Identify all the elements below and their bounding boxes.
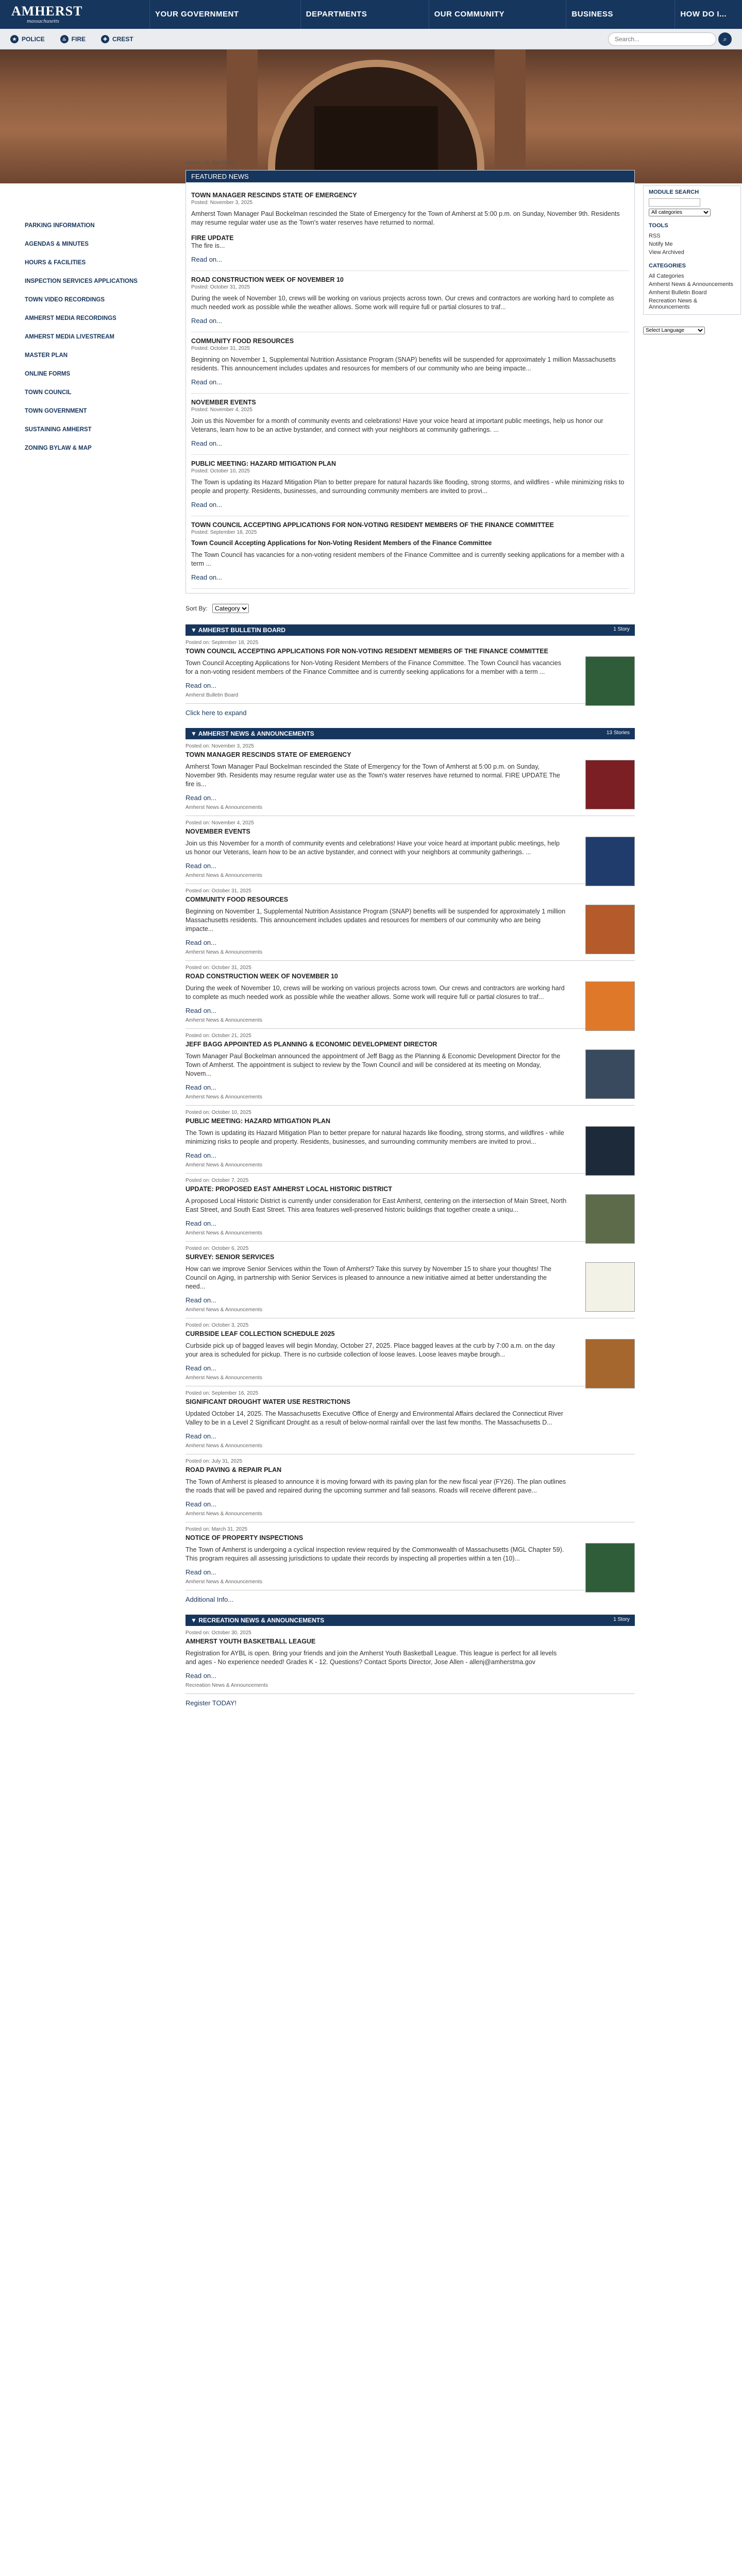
read-on-link[interactable]: Read on... (185, 1568, 216, 1576)
search-icon[interactable]: ⌕ (718, 32, 732, 46)
read-on-link[interactable]: Read on... (191, 317, 222, 325)
category-link[interactable]: All Categories (649, 273, 684, 279)
news-item-body: How can we improve Senior Services within the Town of Amherst? Take this survey by November 15 to share your thoughts! The Council on Aging, in partnership with Senior Services is pleased to announce a new initiative aimed at better understanding the need... (185, 1265, 552, 1290)
sidebar-item[interactable]: AMHERST MEDIA LIVESTREAM (25, 334, 114, 340)
category-link[interactable]: Recreation News & Announcements (649, 298, 698, 310)
flame-icon: ♨ (60, 35, 69, 43)
news-thumbnail-image[interactable] (585, 837, 635, 886)
read-on-link[interactable]: Read on... (185, 1672, 216, 1680)
sidebar-item[interactable]: TOWN COUNCIL (25, 389, 72, 396)
sidebar-item[interactable]: MASTER PLAN (25, 352, 68, 359)
read-on-link[interactable]: Read on... (185, 1007, 216, 1014)
news-item (185, 1454, 635, 1522)
search-input[interactable] (608, 32, 716, 46)
featured-news-title: FEATURED NEWS (186, 171, 634, 182)
section-header[interactable] (185, 624, 635, 636)
news-thumbnail-image[interactable] (585, 1126, 635, 1176)
news-item (185, 816, 635, 884)
news-item-body: Registration for AYBL is open. Bring your friends and join the Amherst Youth Basketball League. This league is perfect for all levels and ages - No experience needed! Grades K - 12. Questions? Contact Sports Director, Jose Allen - allenj@amherstma.gov (185, 1650, 557, 1666)
news-item-body: Join us this November for a month of community events and celebrations! Have your voice heard at important public meetings, help us honor our Veterans, learn how to be an active bystander, and connect with your neighbors at community gatherings. ... (185, 840, 560, 856)
featured-item-title[interactable]: COMMUNITY FOOD RESOURCES (191, 337, 294, 345)
news-item-title[interactable]: TOWN COUNCIL ACCEPTING APPLICATIONS FOR NON-VOTING RESIDENT MEMBERS OF THE FINANCE COMMITTEE (185, 648, 548, 655)
logo-tagline: massachusetts (27, 18, 59, 24)
featured-item-body: Join us this November for a month of community events and celebrations! Have your voice heard at important public meetings, help us honor our Veterans, learn how to be an active bystander, and connect with your neighbors at community gatherings. ... (191, 417, 603, 433)
nav-how-do-i[interactable]: HOW DO I... (674, 0, 732, 29)
sidebar-item[interactable]: AMHERST MEDIA RECORDINGS (25, 315, 116, 321)
news-item-body: The Town of Amherst is pleased to announce it is moving forward with its paving plan for the new fiscal year (FY26). The plan outlines the roads that will be paved and repaired during the upcoming summer and fall seasons. Roads will receive different pave... (185, 1478, 566, 1494)
news-thumbnail-image[interactable] (585, 981, 635, 1031)
featured-item (191, 332, 629, 394)
nav-our-community[interactable]: OUR COMMUNITY (429, 0, 510, 29)
featured-item (191, 516, 629, 589)
section-footer-link[interactable]: Register TODAY! (185, 1699, 237, 1707)
news-item-body: Amherst Town Manager Paul Bockelman rescinded the State of Emergency for the Town of Amherst at 5:00 p.m. on Sunday, November 9th. Residents may resume regular water use as the Town's water reserves have returned to normal. FIRE UPDATE The fire is... (185, 763, 561, 788)
news-item-category[interactable]: Amherst News & Announcements (185, 805, 262, 810)
news-item-body: Beginning on November 1, Supplemental Nutrition Assistance Program (SNAP) benefits will be suspended for approximately 1 million Massachusetts residents. This announcement includes updates and resources for members of our community who are being impacte... (185, 908, 566, 933)
read-on-link[interactable]: Read on... (191, 378, 222, 386)
read-on-link[interactable]: Read on... (185, 1219, 216, 1227)
news-item-title[interactable]: UPDATE: PROPOSED EAST AMHERST LOCAL HISTORIC DISTRICT (185, 1185, 392, 1193)
module-search-title: MODULE SEARCH (649, 189, 699, 195)
read-on-link[interactable]: Read on... (191, 501, 222, 509)
news-item-date: Posted on: November 3, 2025 (185, 743, 254, 749)
featured-item-title[interactable]: TOWN MANAGER RESCINDS STATE OF EMERGENCY (191, 192, 357, 199)
sort-label: Sort By: (185, 605, 208, 612)
news-item-body: The Town of Amherst is undergoing a cyclical inspection review required by the Commonwealth of Massachusetts (MGL Chapter 59). This program requires all assessing jurisdictions to update their records by inspecting all properties within a ten (10)... (185, 1546, 564, 1562)
crest-link[interactable] (101, 35, 133, 43)
featured-item-body: The Town is updating its Hazard Mitigation Plan to better prepare for natural hazards like flooding, strong storms, and wildfires - while minimizing risks to people and property. Residents, businesses, and surrounding community members are invited to provi... (191, 479, 625, 495)
sidebar-item[interactable]: INSPECTION SERVICES APPLICATIONS (25, 278, 138, 284)
news-item (185, 1318, 635, 1386)
section-footer-link[interactable]: Click here to expand (185, 709, 247, 717)
news-item-title[interactable]: PUBLIC MEETING: HAZARD MITIGATION PLAN (185, 1117, 330, 1125)
news-item-title[interactable]: NOVEMBER EVENTS (185, 828, 250, 835)
police-label: POLICE (22, 35, 45, 43)
news-item-title[interactable]: ROAD CONSTRUCTION WEEK OF NOVEMBER 10 (185, 973, 338, 980)
news-item-category[interactable]: Amherst News & Announcements (185, 1094, 262, 1100)
nav-departments[interactable]: DEPARTMENTS (300, 0, 373, 29)
police-link[interactable] (10, 35, 45, 43)
featured-item-date: Posted: October 31, 2025 (191, 346, 250, 351)
featured-item (191, 455, 629, 516)
featured-news-box (185, 170, 635, 594)
featured-item-body: Amherst Town Manager Paul Bockelman rescinded the State of Emergency for the Town of Amherst at 5:00 p.m. on Sunday, November 9th. Residents may resume regular water use as the Town's water reserves have returned to normal. (191, 210, 620, 226)
news-item-date: Posted on: October 3, 2025 (185, 1323, 249, 1328)
read-on-link[interactable]: Read on... (191, 256, 222, 263)
news-item-date: Posted on: October 31, 2025 (185, 965, 251, 971)
breadcrumb[interactable]: Home › In the News (185, 160, 236, 166)
news-thumbnail-image[interactable] (585, 1339, 635, 1388)
news-item (185, 1626, 635, 1694)
site-search (608, 32, 732, 46)
translate-select[interactable] (643, 327, 705, 334)
featured-item-body: The Town Council has vacancies for a non-voting resident members of the Finance Committee and is currently seeking applications for a member with a term ... (191, 551, 625, 567)
read-on-link[interactable]: Read on... (185, 1296, 216, 1304)
news-item-date: Posted on: July 31, 2025 (185, 1459, 243, 1464)
featured-item (191, 271, 629, 332)
featured-item-date: Posted: November 4, 2025 (191, 407, 252, 413)
news-item (185, 884, 635, 961)
section-title: ▼ AMHERST BULLETIN BOARD (191, 626, 286, 634)
featured-item-date: Posted: September 18, 2025 (191, 530, 257, 535)
read-on-link[interactable]: Read on... (185, 1151, 216, 1159)
featured-item-body: During the week of November 10, crews will be working on various projects across town. Our crews and contractors are working hard to complete as much needed work as possible while the weather allows. Some work will require full or partial closures to traf... (191, 295, 614, 311)
featured-item-subheading: FIRE UPDATE (191, 234, 234, 242)
news-item-body: During the week of November 10, crews will be working on various projects across town. Our crews and contractors are working hard to complete as much needed work as possible while the weather allows. Some work will require full or partial closures to traf... (185, 985, 565, 1001)
news-item-title[interactable]: SURVEY: SENIOR SERVICES (185, 1253, 275, 1261)
read-on-link[interactable]: Read on... (185, 1083, 216, 1091)
sidebar-item[interactable]: ONLINE FORMS (25, 371, 71, 377)
news-thumbnail-image[interactable] (585, 1194, 635, 1244)
right-column (643, 185, 741, 334)
news-thumbnail-image[interactable] (585, 905, 635, 954)
sidebar-item[interactable]: TOWN GOVERNMENT (25, 408, 87, 414)
section-header[interactable] (185, 728, 635, 739)
sidebar-item[interactable]: TOWN VIDEO RECORDINGS (25, 297, 105, 303)
top-navigation-bar (0, 0, 742, 29)
news-item-title[interactable]: SIGNIFICANT DROUGHT WATER USE RESTRICTIONS (185, 1398, 350, 1405)
news-item-category[interactable]: Amherst News & Announcements (185, 1307, 262, 1313)
main-nav (149, 0, 742, 29)
news-item-body: Curbside pick up of bagged leaves will begin Monday, October 27, 2025. Place bagged leaves at the curb by 7:00 a.m. on the day your area is scheduled for pickup. There is no curbside collection of loose leaves. Loose leaves maybe brough... (185, 1342, 555, 1358)
sidebar-item[interactable]: AGENDAS & MINUTES (25, 241, 89, 247)
news-item-date: Posted on: October 10, 2025 (185, 1110, 251, 1115)
section-title: ▼ AMHERST NEWS & ANNOUNCEMENTS (191, 730, 314, 737)
news-item-title[interactable]: JEFF BAGG APPOINTED AS PLANNING & ECONOMIC DEVELOPMENT DIRECTOR (185, 1041, 437, 1048)
read-on-link[interactable]: Read on... (185, 1500, 216, 1508)
read-on-link[interactable]: Read on... (185, 1364, 216, 1372)
section-title: ▼ RECREATION NEWS & ANNOUNCEMENTS (191, 1617, 325, 1624)
sort-select[interactable] (212, 604, 249, 613)
categories-title: CATEGORIES (649, 263, 686, 269)
news-item-date: Posted on: September 18, 2025 (185, 640, 259, 646)
badge-icon: ★ (10, 35, 19, 43)
category-select[interactable] (649, 209, 711, 216)
featured-item-title[interactable]: ROAD CONSTRUCTION WEEK OF NOVEMBER 10 (191, 276, 344, 283)
featured-item-title[interactable]: TOWN COUNCIL ACCEPTING APPLICATIONS FOR NON-VOTING RESIDENT MEMBERS OF THE FINANCE COMMITTEE (191, 521, 554, 529)
news-item-category[interactable]: Amherst News & Announcements (185, 1162, 262, 1168)
news-item-body: The Town is updating its Hazard Mitigation Plan to better prepare for natural hazards like flooding, strong storms, and wildfires - while minimizing risks to people and property. Residents, businesses, and surrounding community members are invited to provi... (185, 1129, 564, 1145)
read-on-link[interactable]: Read on... (185, 682, 216, 689)
news-item (185, 1386, 635, 1454)
section-header[interactable] (185, 1615, 635, 1626)
news-item-title[interactable]: ROAD PAVING & REPAIR PLAN (185, 1466, 282, 1473)
section-count: 1 Story (613, 1617, 630, 1622)
news-item-date: Posted on: October 7, 2025 (185, 1178, 249, 1183)
news-item-category[interactable]: Amherst News & Announcements (185, 873, 262, 878)
section-footer-link[interactable]: Additional Info... (185, 1596, 234, 1603)
news-item-date: Posted on: September 16, 2025 (185, 1391, 259, 1396)
crest-icon: ✚ (101, 35, 109, 43)
news-thumbnail-image[interactable] (585, 760, 635, 809)
news-item (185, 636, 635, 704)
fire-link[interactable] (60, 35, 86, 43)
news-item (185, 1106, 635, 1174)
featured-item (191, 394, 629, 455)
read-on-link[interactable]: Read on... (185, 862, 216, 870)
news-item-category[interactable]: Amherst News & Announcements (185, 1511, 262, 1517)
news-item-category[interactable]: Amherst News & Announcements (185, 1230, 262, 1236)
nav-business[interactable]: BUSINESS (566, 0, 618, 29)
featured-item (191, 187, 629, 271)
news-item-category[interactable]: Amherst News & Announcements (185, 1375, 262, 1381)
news-item-category[interactable]: Amherst News & Announcements (185, 1443, 262, 1449)
sidebar-nav (0, 216, 170, 457)
news-item-category[interactable]: Amherst News & Announcements (185, 1579, 262, 1585)
news-item-date: Posted on: October 21, 2025 (185, 1033, 251, 1039)
news-thumbnail-image[interactable] (585, 1049, 635, 1099)
notify-me-link[interactable]: Notify Me (649, 241, 673, 247)
news-item-date: Posted on: November 4, 2025 (185, 820, 254, 826)
featured-item-title[interactable]: NOVEMBER EVENTS (191, 399, 256, 406)
news-item (185, 1174, 635, 1242)
news-thumbnail-image[interactable] (585, 1262, 635, 1312)
news-item-body: Updated October 14, 2025. The Massachusetts Executive Office of Energy and Environmental Affairs declared the Connecticut River Valley to be in a Level 2 Significant Drought as a result of below-normal rainfall over the last few months. The Massachusetts D... (185, 1410, 564, 1426)
fire-label: FIRE (71, 35, 86, 43)
sidebar-item[interactable]: SUSTAINING AMHERST (25, 427, 92, 433)
featured-item-body: Beginning on November 1, Supplemental Nutrition Assistance Program (SNAP) benefits will be suspended for approximately 1 million Massachusetts residents. This announcement includes updates and resources for members of our community who are being impacte... (191, 356, 616, 372)
news-item-title[interactable]: NOTICE OF PROPERTY INSPECTIONS (185, 1534, 303, 1541)
main-content (185, 160, 635, 1707)
featured-item-title[interactable]: PUBLIC MEETING: HAZARD MITIGATION PLAN (191, 460, 336, 467)
news-item-category[interactable]: Amherst News & Announcements (185, 950, 262, 955)
section-count: 1 Story (613, 626, 630, 632)
nav-your-government[interactable]: YOUR GOVERNMENT (149, 0, 244, 29)
sidebar-item[interactable]: PARKING INFORMATION (25, 223, 95, 229)
news-item (185, 1242, 635, 1318)
read-on-link[interactable]: Read on... (185, 1432, 216, 1440)
module-search-widget (643, 185, 741, 315)
utility-bar (0, 29, 742, 49)
news-item-body: A proposed Local Historic District is currently under consideration for East Amherst, centering on the intersection of Main Street, North East Street, and South East Street. This area features well-preserved historic buildings that together create a uniqu... (185, 1197, 567, 1213)
category-link[interactable]: Amherst News & Announcements (649, 281, 733, 287)
logo-text: AMHERST (11, 4, 83, 19)
tools-title: TOOLS (649, 223, 668, 229)
section-count: 13 Stories (606, 730, 630, 736)
crest-label: CREST (112, 35, 133, 43)
news-item-title[interactable]: TOWN MANAGER RESCINDS STATE OF EMERGENCY (185, 751, 351, 758)
news-item-category[interactable]: Amherst Bulletin Board (185, 692, 239, 698)
category-link[interactable]: Amherst Bulletin Board (649, 290, 707, 296)
site-logo[interactable] (0, 5, 149, 24)
featured-item-date: Posted: November 3, 2025 (191, 200, 252, 206)
news-item-title[interactable]: CURBSIDE LEAF COLLECTION SCHEDULE 2025 (185, 1330, 335, 1337)
news-item-date: Posted on: October 6, 2025 (185, 1246, 249, 1251)
news-thumbnail-image[interactable] (585, 1543, 635, 1592)
read-on-link[interactable]: Read on... (191, 573, 222, 581)
news-item-title[interactable]: AMHERST YOUTH BASKETBALL LEAGUE (185, 1638, 316, 1645)
read-on-link[interactable]: Read on... (185, 794, 216, 802)
news-item-body: Town Manager Paul Bockelman announced the appointment of Jeff Bagg as the Planning & Economic Development Director for the Town of Amherst. The appointment is subject to review by the Town Council and will be considered at its meeting on Monday, Novem... (185, 1053, 561, 1077)
module-search-input[interactable] (649, 198, 700, 207)
featured-item-date: Posted: October 10, 2025 (191, 468, 250, 474)
news-item-body: Town Council Accepting Applications for Non-Voting Resident Members of the Finance Committee. The Town Council has vacancies for a non-voting resident members of the Finance Committee and is currently seeking applications for a member with a term ... (185, 659, 562, 675)
news-item-date: Posted on: October 30, 2025 (185, 1630, 251, 1636)
view-archived-link[interactable]: View Archived (649, 249, 684, 256)
news-item-date: Posted on: March 31, 2025 (185, 1527, 248, 1532)
rss-link[interactable]: RSS (649, 233, 661, 239)
read-on-link[interactable]: Read on... (185, 939, 216, 946)
news-item-category[interactable]: Amherst News & Announcements (185, 1018, 262, 1023)
sidebar-item[interactable]: ZONING BYLAW & MAP (25, 445, 92, 451)
news-item-category[interactable]: Recreation News & Announcements (185, 1683, 268, 1688)
news-item-title[interactable]: COMMUNITY FOOD RESOURCES (185, 896, 289, 903)
news-thumbnail-image[interactable] (585, 656, 635, 706)
read-on-link[interactable]: Read on... (191, 439, 222, 447)
news-item (185, 1029, 635, 1106)
news-item-date: Posted on: October 31, 2025 (185, 888, 251, 894)
news-item (185, 961, 635, 1029)
news-item (185, 739, 635, 816)
sort-row (185, 604, 635, 613)
featured-item-date: Posted: October 31, 2025 (191, 284, 250, 290)
news-item (185, 1522, 635, 1590)
featured-item-extra: The fire is... (191, 242, 225, 249)
featured-item-subtitle: Town Council Accepting Applications for Non-Voting Resident Members of the Finance Committee (191, 539, 492, 547)
sidebar-item[interactable]: HOURS & FACILITIES (25, 260, 86, 266)
